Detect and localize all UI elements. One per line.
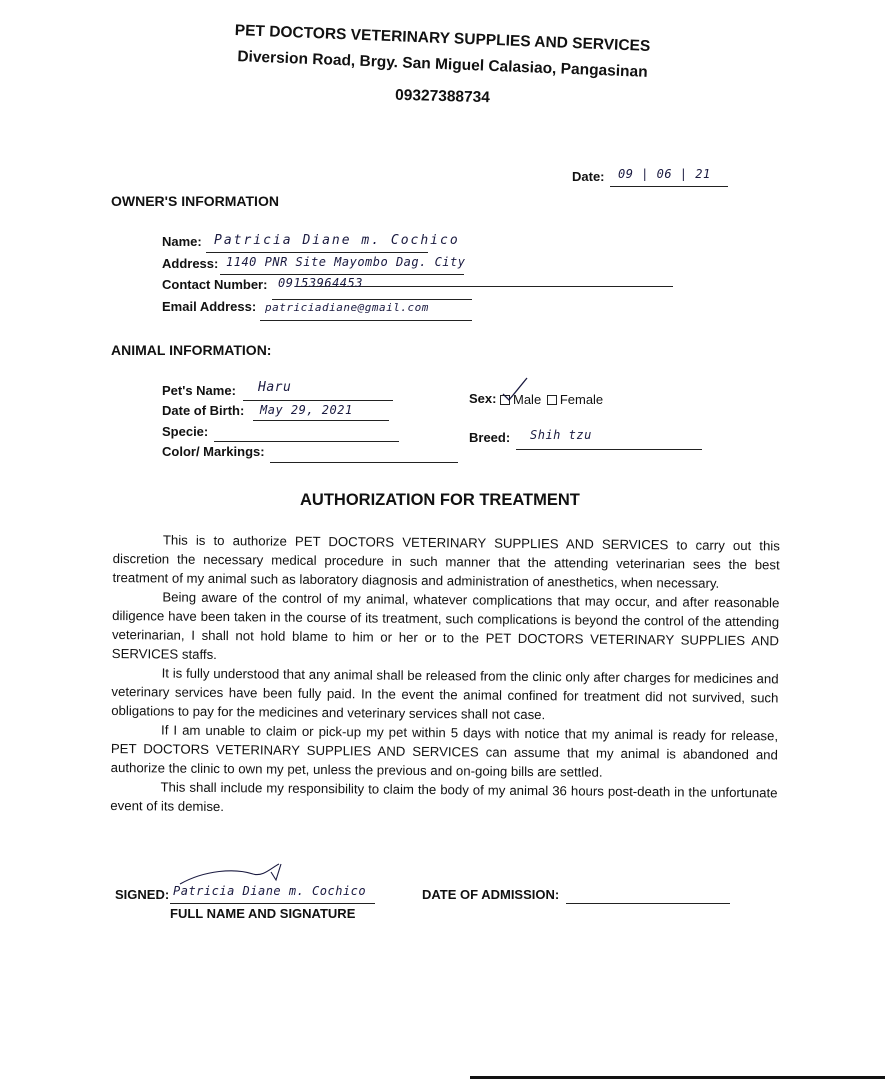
owner-name-label: Name: — [162, 234, 202, 249]
authorization-title: AUTHORIZATION FOR TREATMENT — [300, 491, 580, 509]
signed-label: SIGNED: — [115, 887, 170, 902]
date-label: Date: — [572, 169, 605, 184]
paragraph: This shall include my responsibility to claim the body of my animal 36 hours post-death in the unfortunate event of its demise. — [110, 779, 778, 815]
owner-heading: OWNER'S INFORMATION — [111, 193, 279, 209]
owner-email-label: Email Address: — [162, 299, 257, 314]
dob-label: Date of Birth: — [162, 403, 245, 418]
paragraph: Being aware of the control of my animal, whatever complications that may occur, and after reasonable diligence have been taken in the course of its treatment, such complications is beyond the control of the attending veterinarian, I shall not hold blame to him or her or to the PET DOCTORS VETERINARY SUPPLIES AND SERVICES staffs. — [111, 589, 780, 663]
clinic-phone: 09327388734 — [394, 86, 491, 107]
specie-label: Specie: — [162, 424, 209, 439]
sex-female-checkbox[interactable] — [547, 395, 557, 405]
admission-label: DATE OF ADMISSION: — [422, 887, 560, 902]
breed-line — [516, 449, 702, 450]
dob-line — [253, 420, 389, 421]
owner-name-value[interactable]: Patricia Diane m. Cochico — [214, 233, 460, 248]
breed-label: Breed: — [469, 430, 511, 445]
owner-contact-value[interactable]: 09153964453 — [278, 276, 363, 290]
specie-line — [214, 441, 399, 442]
male-check-mark-icon — [500, 376, 530, 404]
owner-address-value[interactable]: 1140 PNR Site Mayombo Dag. City — [226, 255, 466, 269]
date-value[interactable]: 09 | 06 | 21 — [618, 167, 711, 181]
color-label: Color/ Markings: — [162, 444, 265, 459]
signature-caption: FULL NAME AND SIGNATURE — [170, 906, 356, 921]
scan-edge-divider — [470, 1076, 885, 1079]
owner-contact-line — [272, 299, 472, 300]
signed-value[interactable]: Patricia Diane m. Cochico — [173, 884, 367, 898]
sex-male-label: Male — [513, 392, 542, 407]
pet-name-value[interactable]: Haru — [258, 380, 292, 395]
dob-value[interactable]: May 29, 2021 — [260, 403, 353, 417]
sex-female-label: Female — [559, 392, 604, 407]
owner-name-line — [206, 252, 428, 253]
paragraph: This is to authorize PET DOCTORS VETERINARY SUPPLIES AND SERVICES to carry out this discretion the necessary medical procedure in such manner that the attending veterinarian sees the best treatment of my animal such as laboratory diagnosis and administration of anesthetics, when necessary. — [112, 532, 780, 591]
breed-value[interactable]: Shih tzu — [530, 428, 592, 442]
pet-name-line — [243, 400, 393, 401]
owner-contact-label: Contact Number: — [162, 277, 268, 292]
color-line — [270, 462, 458, 463]
signed-line — [170, 903, 375, 904]
paragraph: If I am unable to claim or pick-up my pet within 5 days with notice that my animal is ready for release, PET DOCTORS VETERINARY SUPPLIES AND SERVICES can assume that my animal is abandoned and authorize the clinic to own my pet, unless the previous and on-going bills are settled. — [110, 722, 779, 780]
paragraph: It is fully understood that any animal shall be released from the clinic only after charges for medicines and veterinary services have been fully paid. In the event the animal confined for treatment did not survived, such obligations to pay for the medicines and veterinary services shall not case. — [111, 665, 779, 723]
owner-email-value[interactable]: patriciadiane@gmail.com — [265, 301, 429, 314]
owner-address-label: Address: — [162, 256, 219, 271]
pet-name-label: Pet's Name: — [162, 383, 236, 398]
admission-line — [566, 903, 730, 904]
authorization-body — [110, 530, 780, 821]
clinic-name: PET DOCTORS VETERINARY SUPPLIES AND SERVICES — [234, 22, 651, 55]
signature-flourish-icon — [175, 862, 285, 892]
date-line — [610, 186, 728, 187]
sex-label: Sex: — [469, 391, 497, 406]
owner-email-line — [260, 320, 472, 321]
clinic-address: Diversion Road, Brgy. San Miguel Calasiao, Pangasinan — [237, 48, 648, 81]
owner-address-line — [220, 274, 464, 275]
animal-heading: ANIMAL INFORMATION: — [111, 342, 272, 358]
